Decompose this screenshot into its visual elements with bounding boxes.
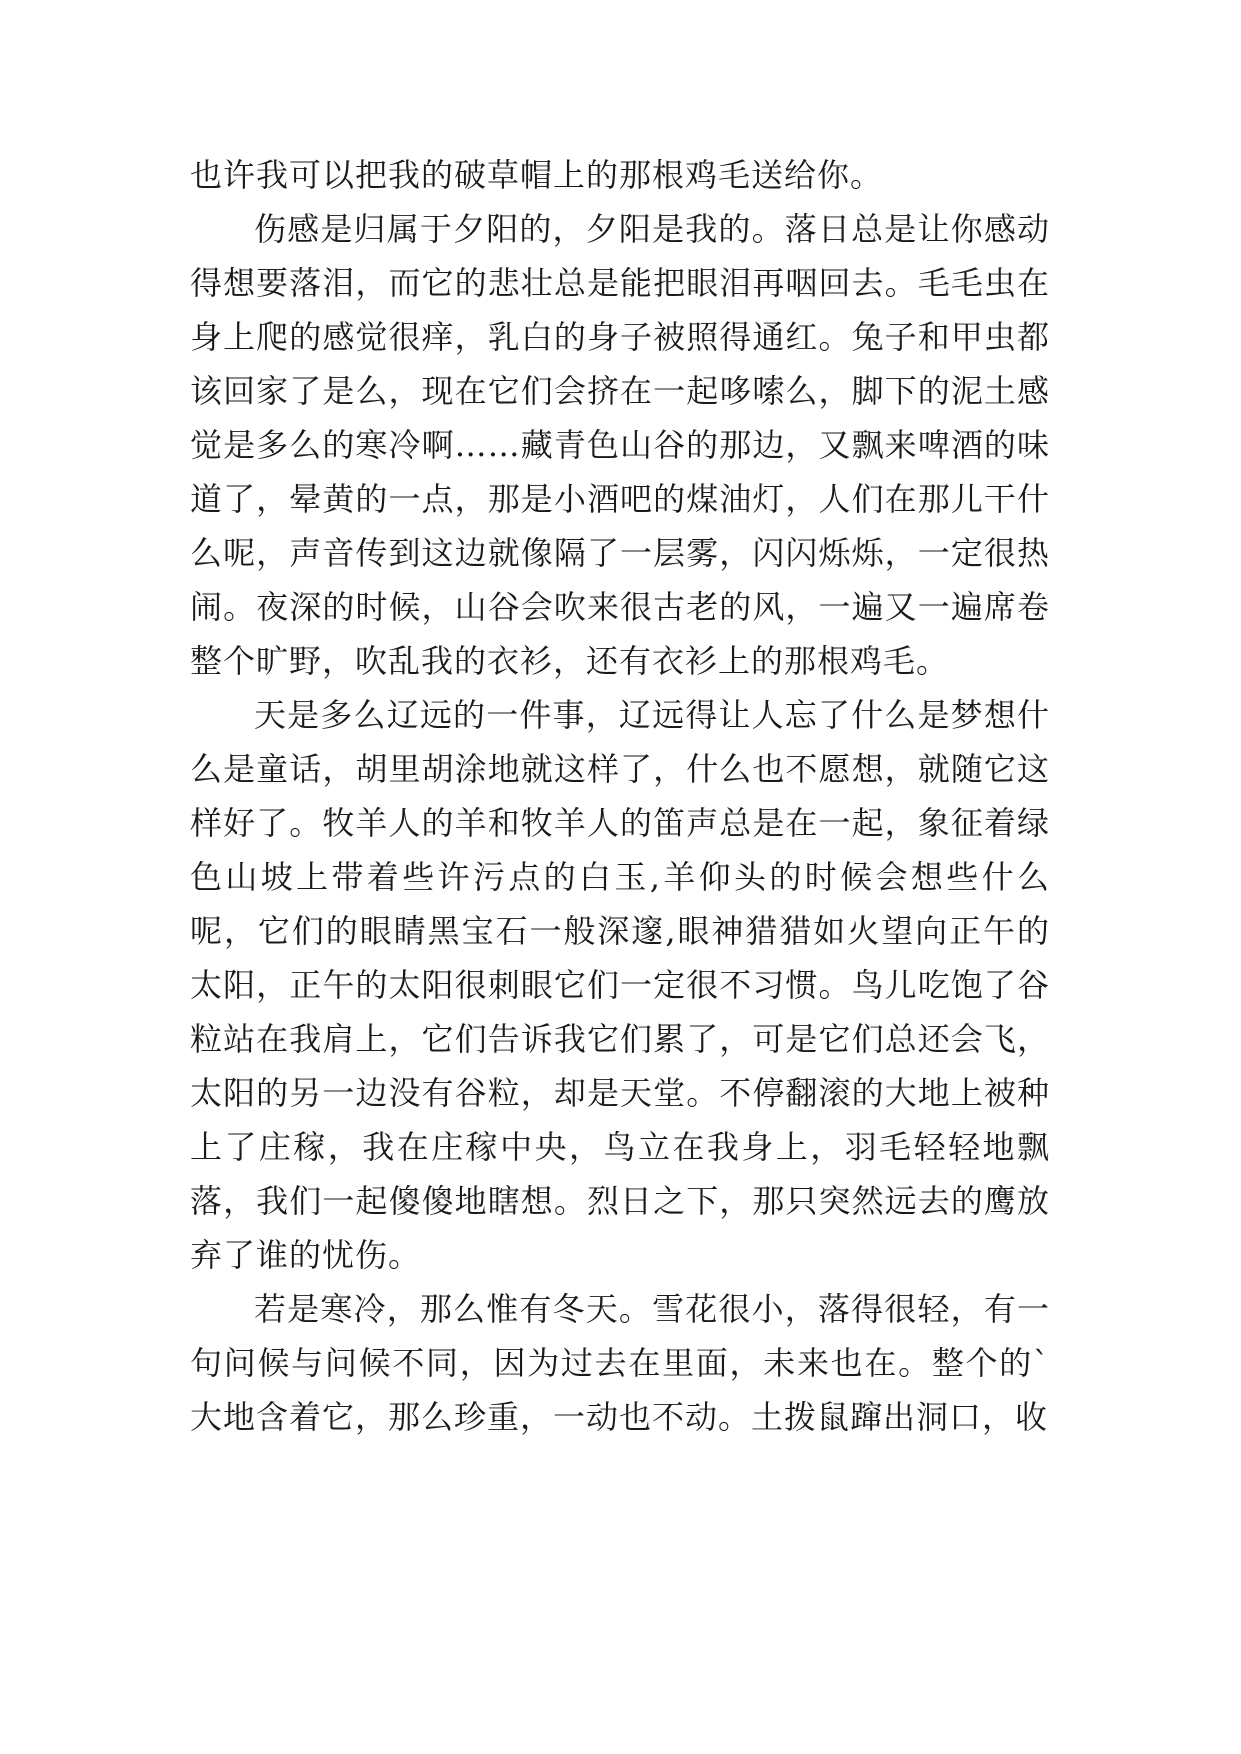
paragraph-2: 伤感是归属于夕阳的，夕阳是我的。落日总是让你感动得想要落泪，而它的悲壮总是能把眼泪再咽回去。毛毛虫在身上爬的感觉很痒，乳白的身子被照得通红。兔子和甲虫都该回家了是么，现在它们会挤在一起哆嗦么，脚下的泥土感觉是多么的寒冷啊……藏青色山谷的那边，又飘来啤酒的味道了，晕黄的一点，那是小酒吧的煤油灯，人们在那儿干什么呢，声音传到这边就像隔了一层雾，闪闪烁烁，一定很热闹。夜深的时候，山谷会吹来很古老的风，一遍又一遍席卷整个旷野，吹乱我的衣衫，还有衣衫上的那根鸡毛。 xyxy=(190,210,1050,680)
paragraph-3: 天是多么辽远的一件事，辽远得让人忘了什么是梦想什么是童话，胡里胡涂地就这样了，什么也不愿想，就随它这样好了。牧羊人的羊和牧羊人的笛声总是在一起，象征着绿色山坡上带着些许污点的白玉,羊仰头的时候会想些什么呢，它们的眼睛黑宝石一般深邃,眼神猎猎如火望向正午的太阳，正午的太阳很刺眼它们一定很不习惯。鸟儿吃饱了谷粒站在我肩上，它们告诉我它们累了，可是它们总还会飞，太阳的另一边没有谷粒，却是天堂。不停翻滚的大地上被种上了庄稼，我在庄稼中央，鸟立在我身上，羽毛轻轻地飘落，我们一起傻傻地瞎想。烈日之下，那只突然远去的鹰放弃了谁的忧伤。 xyxy=(190,696,1050,1274)
paragraph-4: 若是寒冷，那么惟有冬天。雪花很小，落得很轻，有一句问候与问候不同，因为过去在里面，未来也在。整个的`大地含着它，那么珍重，一动也不动。土拨鼠蹿出洞口，收 xyxy=(190,1290,1050,1436)
body-text xyxy=(190,148,1050,1444)
paragraph-1: 也许我可以把我的破草帽上的那根鸡毛送给你。 xyxy=(190,156,884,194)
